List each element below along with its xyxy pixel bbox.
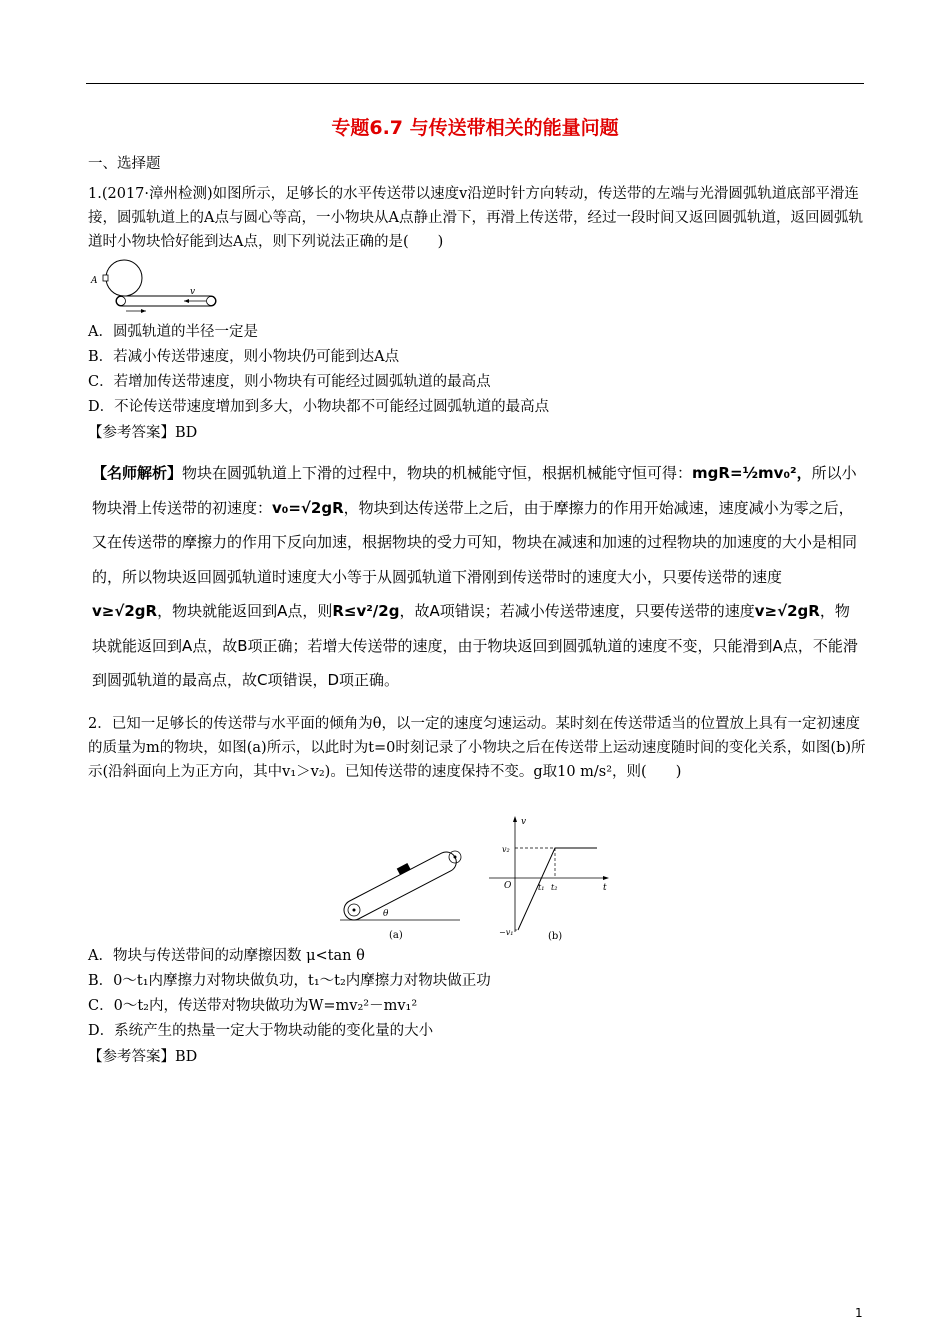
analysis-text-5: ，故A项错误；若减小传送带速度，只要传送带的速度: [399, 602, 755, 620]
q2-option-c: C．0～t₂内，传送带对物块做功为W=mv₂²－mv₁²: [88, 998, 418, 1014]
velocity-label: v: [190, 287, 196, 297]
analysis-eq-2: v₀=√2gR: [272, 498, 344, 517]
angle-label: θ: [383, 909, 389, 919]
velocity-line: [518, 848, 597, 930]
q1-option-c: C．若增加传送带速度，则小物块有可能经过圆弧轨道的最高点: [88, 374, 491, 390]
q1-analysis: [92, 456, 862, 698]
t-axis-arrowhead: [603, 876, 609, 880]
page-title: 专题6.7 与传送带相关的能量问题: [331, 117, 619, 139]
analysis-text-1: 物块在圆弧轨道上下滑的过程中，物块的机械能守恒，根据机械能守恒可得：: [182, 464, 693, 482]
inclined-belt: [337, 842, 459, 923]
figure-a-caption: (a): [389, 930, 403, 941]
q2-option-b: B．0～t₁内摩擦力对物块做负功，t₁～t₂内摩擦力对物块做正功: [88, 973, 491, 989]
page-number: 1: [855, 1306, 863, 1320]
q1-answer: 【参考答案】BD: [88, 425, 198, 441]
q2-option-d: D．系统产生的热量一定大于物块动能的变化量的大小: [88, 1023, 434, 1039]
lower-pulley-center: [353, 909, 356, 912]
arc-track: [106, 260, 142, 296]
t2-label: t₂: [551, 883, 558, 892]
v2-label: v₂: [502, 845, 510, 854]
point-a-label: A: [91, 276, 98, 286]
question-1-stem: 1.(2017·漳州检测)如图所示，足够长的水平传送带以速度v沿逆时针方向转动，传送带的左端与光滑圆弧轨道底部平滑连接，圆弧轨道上的A点与圆心等高，一小物块从A点静止滑下，再滑上传送带，经过一段时间又返回圆弧轨道，返回圆弧轨道时小物块恰好能到达A点，则下列说法正确的是( ): [88, 186, 863, 250]
q1-option-a: A．圆弧轨道的半径一定是: [88, 324, 258, 340]
header-rule: [86, 83, 864, 84]
origin-label: O: [504, 881, 512, 891]
belt-right-pulley: [207, 297, 216, 306]
analysis-eq-3: v≥√2gR: [92, 602, 158, 620]
upper-arrowhead: [184, 299, 189, 303]
analysis-eq-5: v≥√2gR: [754, 602, 820, 620]
neg-v1-label: −v₁: [499, 928, 514, 937]
analysis-text-4: ，物块就能返回到A点，则: [157, 602, 333, 620]
q2-answer: 【参考答案】BD: [88, 1049, 198, 1065]
analysis-eq-4: R≤v²/2g: [332, 602, 400, 620]
block-at-A: [103, 275, 108, 281]
figure-a-inclined-belt: [335, 840, 475, 942]
analysis-text-6: ，物块就能返回到A点，故B项正确；若增大传送带的速度，由于物块返回到圆弧轨道的速度不变，只能滑到A点，不能滑到圆弧轨道的最高点，故C项错误，D项正确。: [92, 602, 858, 689]
q1-option-d: D．不论传送带速度增加到多大，小物块都不可能经过圆弧轨道的最高点: [88, 399, 550, 415]
analysis-text-2: 所以小物块滑上传送带的初速度：: [92, 464, 857, 517]
figure-b-caption: (b): [548, 931, 563, 942]
v-axis-arrowhead: [513, 816, 517, 822]
conveyor-arc-figure: [86, 256, 226, 314]
analysis-text-3: ，物块到达传送带上之后，由于摩擦力的作用开始减速，速度减小为零之后，又在传送带的摩擦力的作用下反向加速，根据物块的受力可知，物块在减速和加速的过程物块的加速度的大小是相同的，所以物块返回圆弧轨道时速度大小等于从圆弧轨道下滑刚到传送带时的速度大小，只要传送带的速度: [92, 498, 858, 586]
belt-left-pulley: [117, 297, 126, 306]
section-heading: 一、选择题: [88, 156, 161, 172]
lower-arrowhead: [141, 309, 146, 313]
upper-pulley-center: [454, 856, 457, 859]
figure-b-vt-graph: [485, 812, 615, 942]
question-2-stem: 2．已知一足够长的传送带与水平面的倾角为θ，以一定的速度匀速运动。某时刻在传送带适当的位置放上具有一定初速度的质量为m的物块，如图(a)所示，以此时为t=0时刻记录了小物块之后在传送带上运动速度随时间的变化关系，如图(b)所示(沿斜面向上为正方向，其中v₁＞v₂)。已知传送带的速度保持不变。g取10 m/s²，则( ): [88, 716, 866, 780]
q1-option-b: B．若减小传送带速度，则小物块仍可能到达A点: [88, 349, 400, 365]
analysis-eq-1: mgR=½mv₀²，: [692, 464, 812, 482]
t-axis-label: t: [603, 883, 607, 893]
analysis-label: 【名师解析】: [92, 464, 183, 482]
q2-option-a: A．物块与传送带间的动摩擦因数 μ<tan θ: [88, 948, 365, 964]
t1-label: t₁: [538, 883, 545, 892]
v-axis-label: v: [521, 817, 527, 827]
